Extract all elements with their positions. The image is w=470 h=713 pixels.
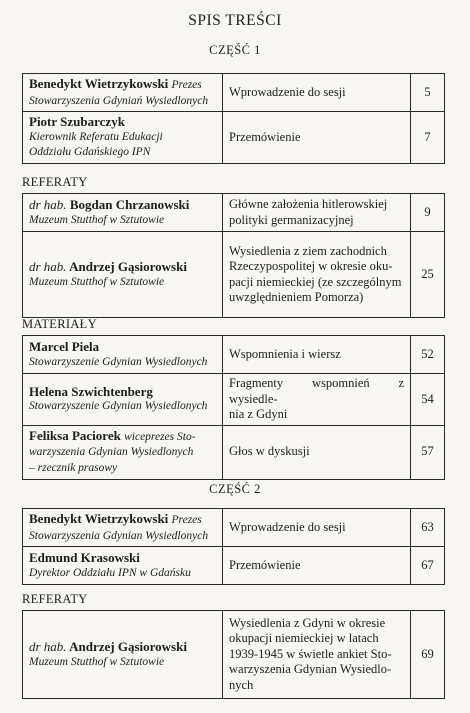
talk-title-line: Fragmenty wspomnień z wysiedle- xyxy=(229,376,404,406)
talk-title-line: uwzględnieniem Pomorza) xyxy=(229,290,364,304)
author-affiliation: Stowarzyszenie Gdynian Wysiedlonych xyxy=(29,400,208,413)
toc-row xyxy=(23,374,445,426)
author-name: Benedykt Wietrzykowski xyxy=(29,511,169,526)
page-number: 57 xyxy=(411,425,445,479)
talk-title-line: Przemówienie xyxy=(229,129,301,144)
author-role: Prezes xyxy=(171,79,202,91)
talk-title-cell xyxy=(223,112,411,164)
author-cell xyxy=(23,336,223,374)
talk-title-cell xyxy=(223,336,411,374)
document-title: SPIS TREŚCI xyxy=(188,12,282,29)
talk-title-line: 1939-1945 w świetle ankiet Sto- xyxy=(229,646,392,661)
talk-title-cell xyxy=(223,425,411,479)
author-name-line xyxy=(29,259,216,275)
author-affiliation: Kierownik Referatu Edukacji xyxy=(29,130,163,143)
author-name: Helena Szwichtenberg xyxy=(29,383,153,399)
author-name-line xyxy=(29,550,216,566)
talk-title-line: nych xyxy=(229,677,254,692)
part-1-heading: CZĘŚĆ 1 xyxy=(209,43,261,57)
author-cell xyxy=(23,547,223,585)
part-1-referaty-heading: REFERATY xyxy=(22,175,88,189)
part-2-opening-table xyxy=(22,508,445,585)
author-name: Edmund Krasowski xyxy=(29,550,140,565)
author-name: Andrzej Gąsiorowski xyxy=(69,259,187,274)
author-name-line xyxy=(29,197,216,213)
toc-row xyxy=(23,611,445,699)
author-affiliation: Muzeum Stutthof w Sztutowie xyxy=(29,655,165,668)
talk-title-cell xyxy=(223,194,411,232)
toc-row xyxy=(23,74,445,112)
talk-title-cell xyxy=(223,232,411,318)
talk-title-line: Główne założenia hitlerowskiej xyxy=(229,197,388,211)
author-affiliation: Stowarzyszenia Gdyniań Wysiedlonych xyxy=(29,94,209,107)
author-name-line xyxy=(29,76,216,94)
talk-title-line: Przemówienie xyxy=(229,557,301,572)
part-1-opening-table xyxy=(22,73,445,164)
author-name-line xyxy=(29,339,216,355)
talk-title-line: nia z Gdyni xyxy=(229,407,288,421)
author-name: Benedykt Wietrzykowski xyxy=(29,76,169,91)
author-name: Feliksa Paciorek xyxy=(29,427,121,443)
talk-title-line: Wprowadzenie do sesji xyxy=(229,84,346,99)
author-name-line xyxy=(29,639,216,655)
page-number: 7 xyxy=(411,112,445,164)
talk-title-line: Wspomnienia i wiersz xyxy=(229,346,341,361)
author-cell xyxy=(23,611,223,699)
toc-row xyxy=(23,425,445,479)
author-name-line xyxy=(29,428,216,446)
toc-table xyxy=(22,508,445,585)
toc-table xyxy=(22,193,445,318)
toc-table xyxy=(22,73,445,164)
page-number: 5 xyxy=(411,74,445,112)
author-affiliation: Dyrektor Oddziału IPN w Gdańsku xyxy=(29,566,191,579)
author-cell xyxy=(23,74,223,112)
author-affiliation: Muzeum Stutthof w Sztutowie xyxy=(29,275,165,288)
part-1-referaty-table xyxy=(22,193,445,318)
author-role: wiceprezes Sto- xyxy=(124,430,196,443)
talk-title-cell xyxy=(223,374,411,426)
page-number: 54 xyxy=(411,374,445,426)
talk-title-line: Głos w dyskusji xyxy=(229,444,310,459)
part-1-materialy-heading: MATERIAŁY xyxy=(22,317,97,331)
part-2-referaty-table xyxy=(22,610,445,699)
author-cell xyxy=(23,194,223,232)
page-number: 9 xyxy=(411,194,445,232)
talk-title-cell xyxy=(223,611,411,699)
author-name: Piotr Szubarczyk xyxy=(29,114,125,130)
author-affiliation: Stowarzyszenia Gdynian Wysiedlonych xyxy=(29,529,209,542)
talk-title-line: pacji niemieckiej (ze szczególnym xyxy=(229,274,402,289)
page-number: 25 xyxy=(411,232,445,318)
talk-title-cell xyxy=(223,547,411,585)
author-cell xyxy=(23,374,223,426)
toc-table xyxy=(22,610,445,699)
author-name-line xyxy=(29,511,216,529)
author-cell xyxy=(23,232,223,318)
toc-row xyxy=(23,509,445,547)
toc-row xyxy=(23,336,445,374)
toc-row xyxy=(23,547,445,585)
toc-table xyxy=(22,335,445,480)
author-title-prefix: dr hab. xyxy=(29,259,67,274)
page-number: 69 xyxy=(411,611,445,699)
author-name: Andrzej Gąsiorowski xyxy=(69,639,187,654)
author-name-line xyxy=(29,384,216,400)
part-2-heading: CZĘŚĆ 2 xyxy=(209,482,261,496)
talk-title-line: Wysiedlenia z Gdyni w okresie xyxy=(229,615,386,630)
author-affiliation: – rzecznik prasowy xyxy=(29,461,118,474)
talk-title-line: okupacji niemieckiej w latach xyxy=(229,631,379,646)
author-affiliation: warzyszenia Gdynian Wysiedlonych xyxy=(29,446,194,459)
talk-title-line: Wprowadzenie do sesji xyxy=(229,519,346,534)
part-2-referaty-heading: REFERATY xyxy=(22,592,88,606)
talk-title-line: polityki germanizacyjnej xyxy=(229,212,354,227)
author-cell xyxy=(23,425,223,479)
toc-row xyxy=(23,194,445,232)
part-1-materialy-table xyxy=(22,335,445,480)
author-name: Marcel Piela xyxy=(29,339,100,354)
toc-row xyxy=(23,112,445,164)
author-name: Bogdan Chrzanowski xyxy=(69,197,190,212)
talk-title-line: Rzeczypospolitej w okresie oku- xyxy=(229,259,393,273)
author-name-line xyxy=(29,114,216,130)
author-cell xyxy=(23,112,223,164)
author-title-prefix: dr hab. xyxy=(29,639,67,654)
talk-title-cell xyxy=(223,74,411,112)
author-affiliation: Muzeum Stutthof w Sztutowie xyxy=(29,213,165,226)
author-affiliation: Oddziału Gdańskiego IPN xyxy=(29,146,151,159)
page-number: 63 xyxy=(411,509,445,547)
talk-title-line: Wysiedlenia z ziem zachodnich xyxy=(229,243,387,258)
toc-row xyxy=(23,232,445,318)
author-affiliation: Stowarzyszenie Gdynian Wysiedlonych xyxy=(29,355,208,368)
author-cell xyxy=(23,509,223,547)
talk-title-line: warzyszenia Gdynian Wysiedlo- xyxy=(229,662,392,677)
author-title-prefix: dr hab. xyxy=(29,197,67,212)
author-role: Prezes xyxy=(171,514,202,526)
page-number: 52 xyxy=(411,336,445,374)
talk-title-cell xyxy=(223,509,411,547)
page-number: 67 xyxy=(411,547,445,585)
